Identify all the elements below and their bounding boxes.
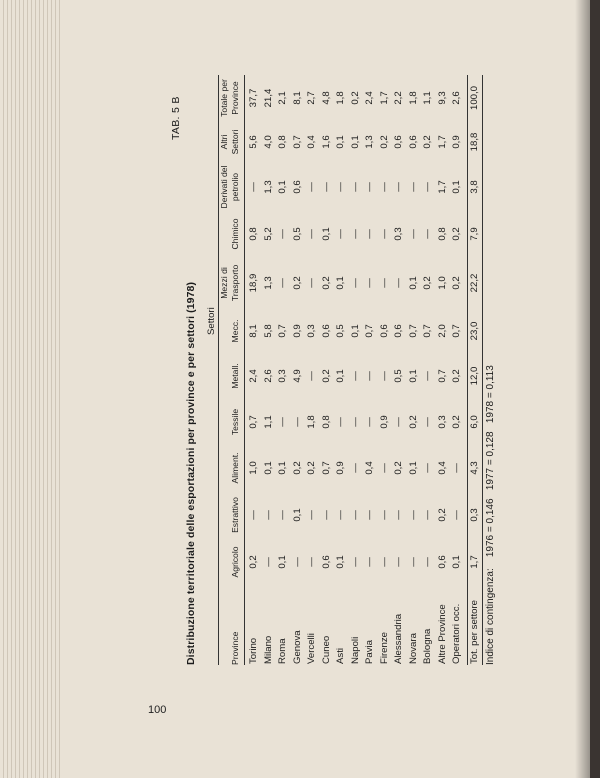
- value-cell: —: [306, 229, 317, 239]
- province-name: Roma: [277, 638, 288, 664]
- value-cell: 2,2: [393, 91, 404, 105]
- value-cell: 0,1: [335, 135, 346, 149]
- value-cell: —: [277, 229, 288, 239]
- table-row: [378, 75, 393, 665]
- value-cell: —: [422, 510, 433, 520]
- value-cell: 0,3: [306, 324, 317, 338]
- value-cell: 0,8: [436, 227, 448, 241]
- value-cell: 0,2: [451, 227, 462, 241]
- value-cell: —: [378, 278, 390, 288]
- value-cell: —: [407, 510, 419, 520]
- value-cell: 37,7: [248, 88, 259, 108]
- value-cell: —: [364, 557, 375, 567]
- value-cell: 1,3: [262, 180, 274, 194]
- header-cell: Chimico: [219, 211, 245, 257]
- value-cell: 1,8: [306, 415, 317, 429]
- value-cell: —: [320, 510, 332, 520]
- table-row: [262, 75, 277, 665]
- value-cell: 0,1: [451, 180, 462, 194]
- value-cell: —: [306, 557, 317, 567]
- value-cell: —: [335, 417, 346, 427]
- header-cell: Province: [219, 585, 245, 665]
- value-cell: 0,3: [277, 369, 288, 383]
- value-cell: 1,7: [378, 91, 390, 105]
- value-cell: 0,2: [451, 415, 462, 429]
- province-name: Vercelli: [306, 633, 317, 664]
- province-name: Firenze: [378, 632, 390, 664]
- header-cell: Agricolo: [219, 539, 245, 585]
- header-cell: Mecc.: [219, 309, 245, 353]
- value-cell: —: [349, 510, 361, 520]
- value-cell: 1,3: [364, 135, 375, 149]
- value-cell: 0,7: [277, 324, 288, 338]
- total-cell: 12,0: [467, 353, 483, 399]
- value-cell: —: [378, 557, 390, 567]
- value-cell: —: [407, 229, 419, 239]
- value-cell: 0,2: [451, 369, 462, 383]
- total-cell: 0,3: [467, 491, 483, 539]
- table-row: [291, 75, 306, 665]
- value-cell: 0,4: [306, 135, 317, 149]
- value-cell: 0,8: [277, 135, 288, 149]
- value-cell: —: [422, 557, 433, 567]
- value-cell: 1,0: [248, 461, 259, 475]
- value-cell: 0,1: [349, 135, 361, 149]
- rotated-table-block: [170, 75, 500, 665]
- province-name: Napoli: [349, 636, 361, 664]
- value-cell: 0,7: [422, 324, 433, 338]
- table-row: [276, 75, 291, 665]
- value-cell: —: [364, 510, 375, 520]
- value-cell: 0,7: [436, 369, 448, 383]
- value-cell: —: [349, 417, 361, 427]
- value-cell: —: [364, 371, 375, 381]
- value-cell: 0,6: [378, 324, 390, 338]
- province-name: Pavia: [364, 640, 375, 664]
- value-cell: 0,1: [262, 461, 274, 475]
- province-name: Novara: [407, 633, 419, 664]
- province-name: Torino: [248, 637, 259, 664]
- header-cell: Totale per Province: [219, 75, 245, 121]
- value-cell: 0,9: [378, 415, 390, 429]
- value-cell: 1,6: [320, 135, 332, 149]
- value-cell: 0,2: [407, 415, 419, 429]
- value-cell: —: [349, 182, 361, 192]
- value-cell: —: [393, 510, 404, 520]
- table-row: [245, 75, 262, 665]
- value-cell: —: [349, 557, 361, 567]
- value-cell: 0,1: [277, 555, 288, 569]
- table-title: Distribuzione territoriale delle esportazioni per province e per settori (1978): [185, 281, 197, 665]
- header-cell: Aliment.: [219, 445, 245, 491]
- table-row: [349, 75, 364, 665]
- value-cell: 2,6: [262, 369, 274, 383]
- value-cell: —: [451, 510, 462, 520]
- value-cell: —: [262, 557, 274, 567]
- total-cell: 100,0: [467, 75, 483, 121]
- total-cell: 1,7: [467, 539, 483, 585]
- value-cell: 1,8: [335, 91, 346, 105]
- value-cell: —: [364, 182, 375, 192]
- value-cell: 0,1: [335, 555, 346, 569]
- value-cell: —: [349, 371, 361, 381]
- value-cell: —: [306, 510, 317, 520]
- total-cell: 18,8: [467, 121, 483, 163]
- settori-caption: Settori: [206, 307, 217, 335]
- value-cell: 0,2: [291, 276, 303, 290]
- header-cell: Metall.: [219, 353, 245, 399]
- exports-table: [218, 75, 483, 665]
- value-cell: 0,7: [248, 415, 259, 429]
- value-cell: 0,9: [291, 324, 303, 338]
- value-cell: —: [335, 510, 346, 520]
- table-row: [320, 75, 335, 665]
- value-cell: 1,7: [436, 135, 448, 149]
- total-cell: 22,2: [467, 257, 483, 309]
- value-cell: 0,6: [407, 135, 419, 149]
- page-edges: [0, 0, 62, 778]
- table-row: [305, 75, 320, 665]
- value-cell: —: [277, 417, 288, 427]
- value-cell: —: [422, 371, 433, 381]
- province-name: Bologna: [422, 628, 433, 664]
- value-cell: 18,9: [248, 273, 259, 293]
- value-cell: 0,2: [436, 508, 448, 522]
- value-cell: 2,1: [277, 91, 288, 105]
- value-cell: 0,2: [248, 555, 259, 569]
- table-row: [436, 75, 451, 665]
- value-cell: —: [291, 417, 303, 427]
- value-cell: 0,7: [407, 324, 419, 338]
- header-cell: Mezzi di Trasporto: [219, 257, 245, 309]
- value-cell: —: [306, 371, 317, 381]
- value-cell: 5,2: [262, 227, 274, 241]
- total-row: [467, 75, 483, 665]
- value-cell: 5,8: [262, 324, 274, 338]
- value-cell: 0,2: [320, 276, 332, 290]
- header-cell: Tessile: [219, 399, 245, 445]
- value-cell: —: [335, 182, 346, 192]
- value-cell: 4,9: [291, 369, 303, 383]
- value-cell: —: [335, 229, 346, 239]
- value-cell: 0,5: [335, 324, 346, 338]
- value-cell: 2,6: [451, 91, 462, 105]
- value-cell: —: [393, 417, 404, 427]
- value-cell: —: [248, 510, 259, 520]
- value-cell: 0,6: [320, 555, 332, 569]
- value-cell: 0,1: [277, 461, 288, 475]
- value-cell: —: [451, 463, 462, 473]
- value-cell: 0,1: [335, 276, 346, 290]
- value-cell: 2,7: [306, 91, 317, 105]
- value-cell: 1,8: [407, 91, 419, 105]
- value-cell: 1,7: [436, 180, 448, 194]
- value-cell: 0,1: [407, 276, 419, 290]
- value-cell: 2,0: [436, 324, 448, 338]
- table-row: [334, 75, 349, 665]
- value-cell: —: [422, 463, 433, 473]
- value-cell: —: [248, 182, 259, 192]
- value-cell: 9,3: [436, 91, 448, 105]
- value-cell: 0,2: [378, 135, 390, 149]
- value-cell: 0,2: [393, 461, 404, 475]
- value-cell: 0,2: [349, 91, 361, 105]
- value-cell: —: [393, 182, 404, 192]
- value-cell: 0,1: [349, 324, 361, 338]
- total-cell: 7,9: [467, 211, 483, 257]
- value-cell: —: [277, 278, 288, 288]
- province-name: Cuneo: [320, 635, 332, 664]
- total-cell: 6,0: [467, 399, 483, 445]
- value-cell: 0,6: [320, 324, 332, 338]
- province-name: Milano: [262, 635, 274, 664]
- province-name: Genova: [291, 630, 303, 664]
- table-body: [245, 75, 468, 665]
- value-cell: 1,3: [262, 276, 274, 290]
- value-cell: —: [277, 510, 288, 520]
- value-cell: 0,7: [320, 461, 332, 475]
- value-cell: 0,5: [291, 227, 303, 241]
- value-cell: 21,4: [262, 88, 274, 108]
- province-name: Operatori occ.: [451, 603, 462, 664]
- total-cell: 3,8: [467, 163, 483, 211]
- contingency-label: Indice di contingenza:: [485, 568, 496, 665]
- value-cell: 4,0: [262, 135, 274, 149]
- value-cell: 0,8: [320, 415, 332, 429]
- table-label: TAB. 5 B: [170, 96, 182, 140]
- value-cell: —: [407, 182, 419, 192]
- value-cell: —: [378, 371, 390, 381]
- value-cell: —: [378, 510, 390, 520]
- contingency-values: 1976 = 0,146 1977 = 0,128 1978 = 0,113: [485, 365, 496, 558]
- value-cell: —: [306, 278, 317, 288]
- value-cell: 0,2: [422, 135, 433, 149]
- province-name: Altre Province: [436, 604, 448, 664]
- value-cell: 2,4: [364, 91, 375, 105]
- header-row: [219, 75, 245, 665]
- total-cell: 4,3: [467, 445, 483, 491]
- contingency-line: [485, 365, 496, 665]
- value-cell: 0,1: [291, 508, 303, 522]
- table-row: [363, 75, 378, 665]
- value-cell: —: [364, 229, 375, 239]
- value-cell: 8,1: [248, 324, 259, 338]
- value-cell: 0,7: [364, 324, 375, 338]
- value-cell: 1,1: [422, 91, 433, 105]
- value-cell: 0,1: [335, 369, 346, 383]
- value-cell: 0,9: [335, 461, 346, 475]
- value-cell: —: [291, 557, 303, 567]
- value-cell: —: [349, 278, 361, 288]
- province-name: Asti: [335, 648, 346, 664]
- value-cell: 0,3: [436, 415, 448, 429]
- header-cell: Estrattivo: [219, 491, 245, 539]
- value-cell: 0,6: [291, 180, 303, 194]
- value-cell: —: [422, 182, 433, 192]
- value-cell: 0,2: [306, 461, 317, 475]
- value-cell: —: [320, 182, 332, 192]
- header-cell: Altri Settori: [219, 121, 245, 163]
- value-cell: 0,6: [436, 555, 448, 569]
- value-cell: 0,1: [451, 555, 462, 569]
- value-cell: 1,1: [262, 415, 274, 429]
- value-cell: 0,2: [451, 276, 462, 290]
- value-cell: 0,6: [393, 324, 404, 338]
- value-cell: —: [349, 229, 361, 239]
- table-row: [450, 75, 467, 665]
- value-cell: —: [393, 557, 404, 567]
- total-label: Tot. per settore: [467, 585, 483, 665]
- value-cell: —: [378, 182, 390, 192]
- value-cell: 0,2: [320, 369, 332, 383]
- value-cell: —: [407, 557, 419, 567]
- value-cell: 0,3: [393, 227, 404, 241]
- value-cell: 0,7: [291, 135, 303, 149]
- value-cell: —: [393, 278, 404, 288]
- value-cell: 0,8: [248, 227, 259, 241]
- value-cell: —: [364, 417, 375, 427]
- value-cell: —: [422, 229, 433, 239]
- value-cell: —: [422, 417, 433, 427]
- spine-shadow: [575, 0, 590, 778]
- value-cell: 0,1: [320, 227, 332, 241]
- value-cell: —: [262, 510, 274, 520]
- header-cell: Derivati del petrolio: [219, 163, 245, 211]
- table-row: [392, 75, 407, 665]
- value-cell: 0,4: [436, 461, 448, 475]
- table-row: [421, 75, 436, 665]
- province-name: Alessandria: [393, 613, 404, 664]
- page-number: 100: [148, 704, 167, 716]
- value-cell: 4,8: [320, 91, 332, 105]
- value-cell: 1,0: [436, 276, 448, 290]
- value-cell: 0,1: [407, 369, 419, 383]
- value-cell: 8,1: [291, 91, 303, 105]
- table-row: [407, 75, 422, 665]
- value-cell: 0,2: [291, 461, 303, 475]
- value-cell: 0,9: [451, 135, 462, 149]
- value-cell: 0,4: [364, 461, 375, 475]
- value-cell: —: [378, 229, 390, 239]
- value-cell: —: [378, 463, 390, 473]
- value-cell: 5,6: [248, 135, 259, 149]
- value-cell: 0,7: [451, 324, 462, 338]
- value-cell: 0,5: [393, 369, 404, 383]
- value-cell: 0,1: [277, 180, 288, 194]
- value-cell: 2,4: [248, 369, 259, 383]
- value-cell: 0,2: [422, 276, 433, 290]
- value-cell: —: [364, 278, 375, 288]
- value-cell: —: [306, 182, 317, 192]
- total-cell: 23,0: [467, 309, 483, 353]
- value-cell: 0,1: [407, 461, 419, 475]
- value-cell: —: [349, 463, 361, 473]
- value-cell: 0,6: [393, 135, 404, 149]
